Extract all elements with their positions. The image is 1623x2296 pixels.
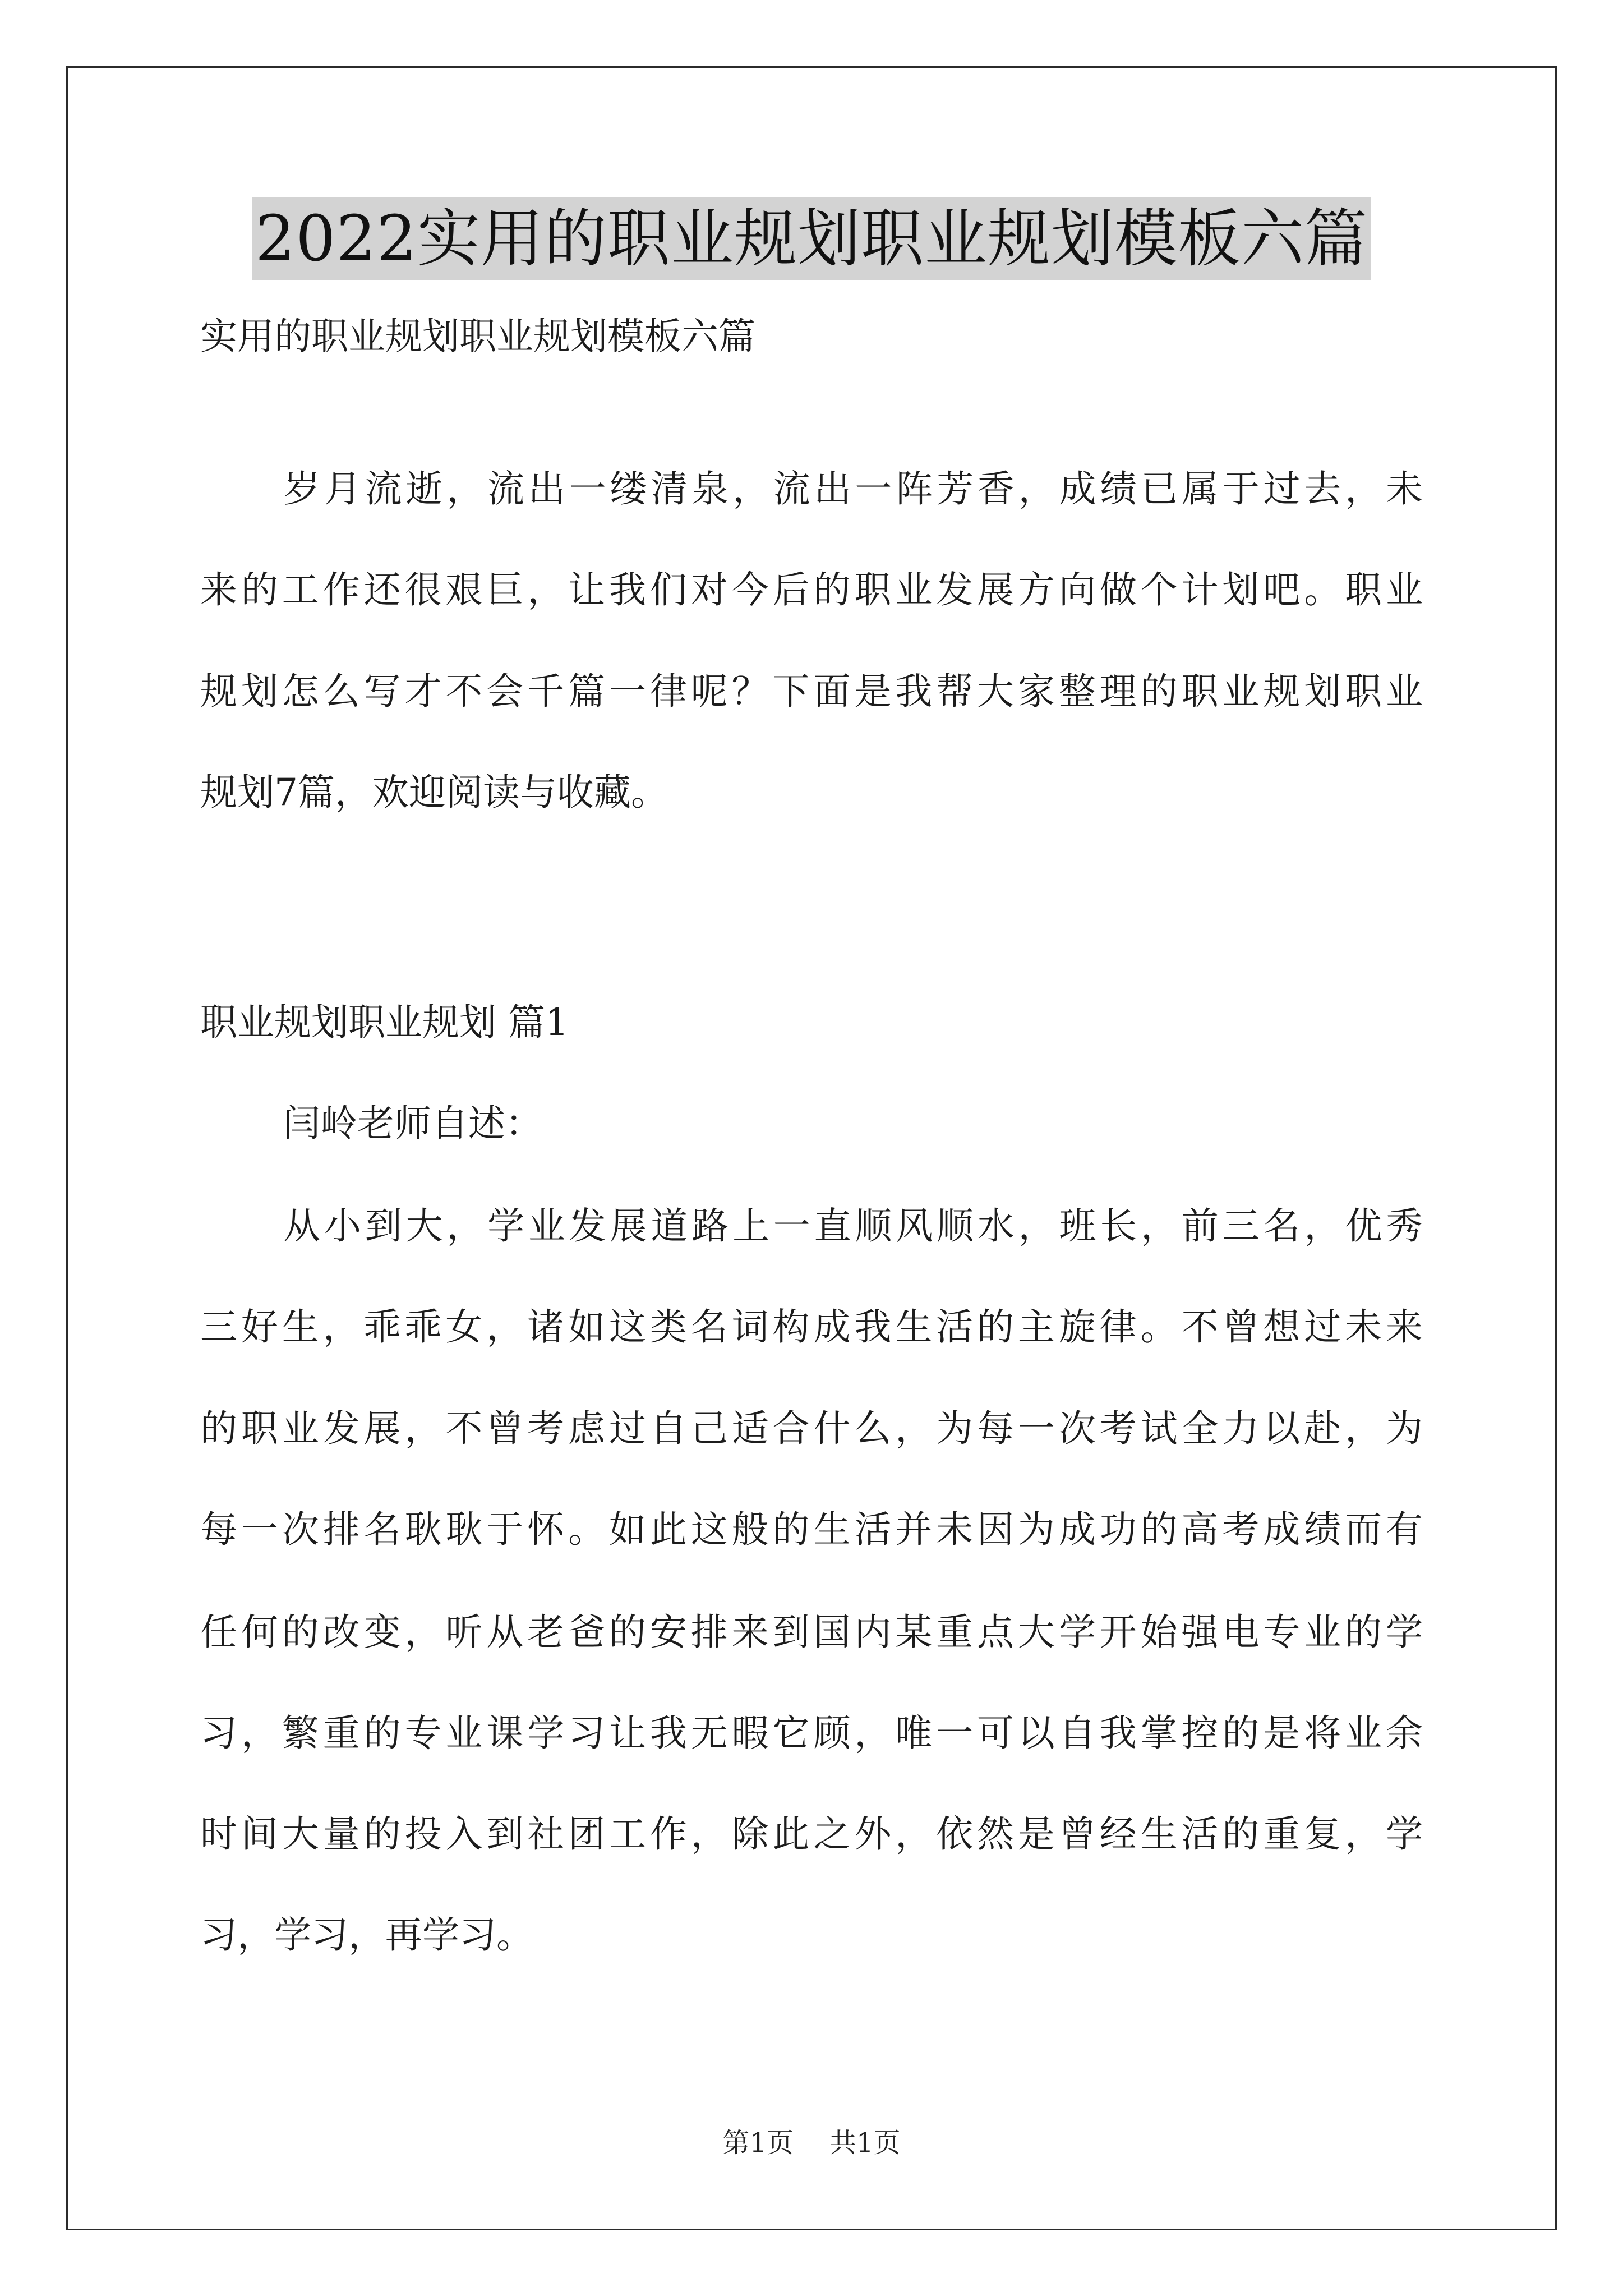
intro-line: 规划7篇，欢迎阅读与收藏。 [200,771,668,814]
subtitle: 实用的职业规划职业规划模板六篇 [200,315,755,358]
intro-line: 来的工作还很艰巨，让我们对今后的职业发展方向做个计划吧。职业 [200,568,1423,611]
body-line: 每一次排名耿耿于怀。如此这般的生活并未因为成功的高考成绩而有 [200,1508,1423,1551]
body-line: 时间大量的投入到社团工作，除此之外，依然是曾经生活的重复，学 [200,1812,1423,1856]
body-line: 习，繁重的专业课学习让我无暇它顾，唯一可以自我掌控的是将业余 [200,1711,1423,1755]
body-line: 任何的改变，听从老爸的安排来到国内某重点大学开始强电专业的学 [200,1611,1423,1654]
intro-line: 岁月流逝，流出一缕清泉，流出一阵芳香，成绩已属于过去，未 [283,467,1423,510]
body-line: 三好生，乖乖女，诸如这类名词构成我生活的主旋律。不曾想过未来 [200,1305,1423,1349]
body-line: 习，学习，再学习。 [200,1913,533,1957]
document-title: 2022实用的职业规划职业规划模板六篇 [252,197,1371,280]
speaker-line: 闫岭老师自述： [283,1102,542,1145]
intro-line: 规划怎么写才不会千篇一律呢？下面是我帮大家整理的职业规划职业 [200,670,1423,713]
section-heading: 职业规划职业规划 篇1 [200,1001,569,1044]
title-block [0,197,1623,280]
body-line: 从小到大，学业发展道路上一直顺风顺水，班长，前三名，优秀 [283,1204,1423,1248]
page-total: 共1页 [829,2127,901,2159]
page-footer [0,2126,1623,2160]
page-number: 第1页 [722,2127,794,2159]
body-line: 的职业发展，不曾考虑过自己适合什么，为每一次考试全力以赴，为 [200,1407,1423,1450]
